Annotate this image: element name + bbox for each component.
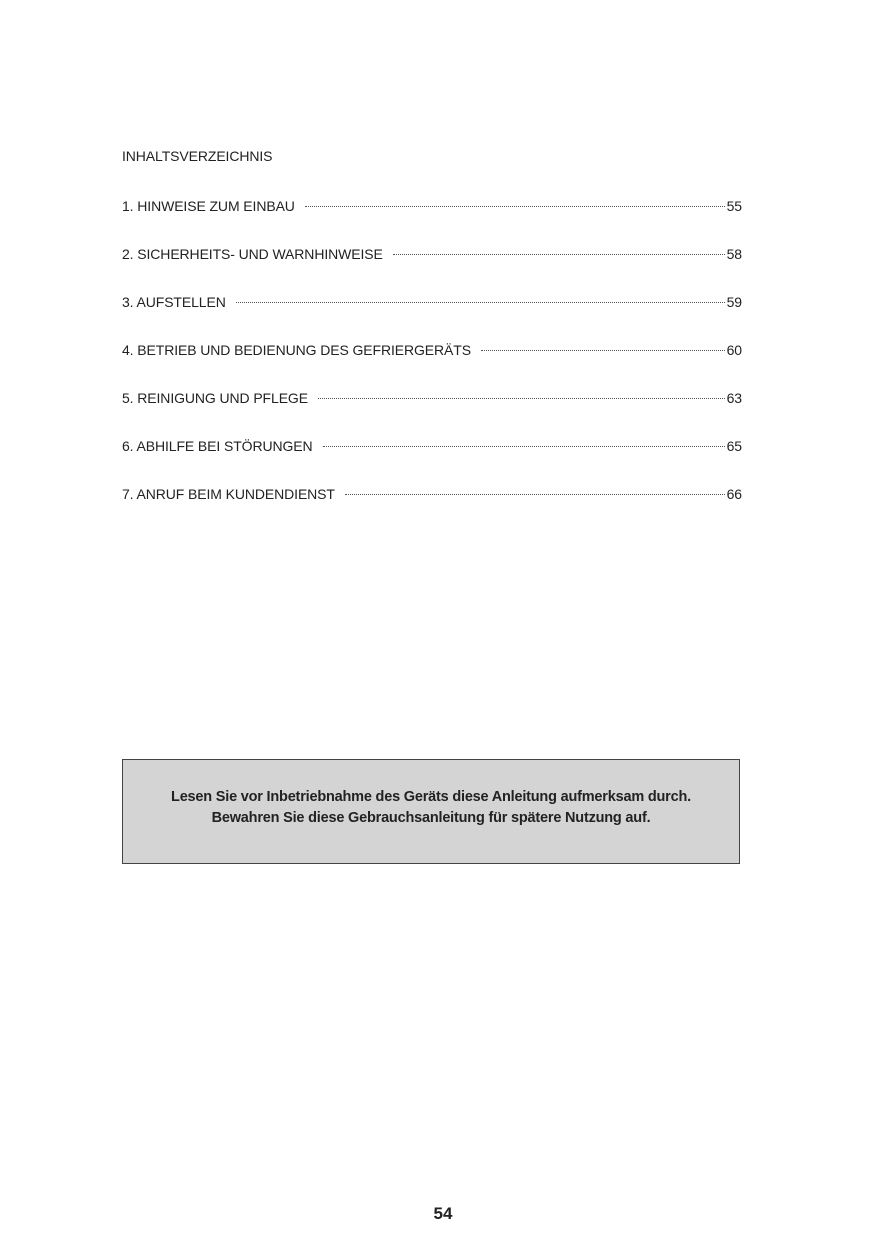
notice-line-2: Bewahren Sie diese Gebrauchsanleitung für spätere Nutzung auf. bbox=[211, 809, 651, 826]
toc-dot-leader bbox=[323, 446, 725, 447]
toc-entry-title: 5. REINIGUNG UND PFLEGE bbox=[122, 390, 308, 406]
toc-entry-hinweise-zum-einbau[interactable] bbox=[122, 196, 742, 244]
notice-line-1: Lesen Sie vor Inbetriebnahme des Geräts diese Anleitung aufmerksam durch. bbox=[171, 788, 691, 805]
toc-entry-title: 1. HINWEISE ZUM EINBAU bbox=[122, 198, 295, 214]
toc-entry-title: 6. ABHILFE BEI STÖRUNGEN bbox=[122, 438, 313, 454]
page-number: 54 bbox=[433, 1204, 453, 1223]
toc-entry-page: 65 bbox=[726, 438, 742, 454]
table-of-contents bbox=[122, 196, 742, 532]
toc-entry-page: 59 bbox=[726, 294, 742, 310]
toc-dot-leader bbox=[305, 206, 725, 207]
toc-heading: INHALTSVERZEICHNIS bbox=[122, 148, 273, 164]
toc-entry-abhilfe-bei-stoerungen[interactable] bbox=[122, 436, 742, 484]
toc-entry-title: 4. BETRIEB UND BEDIENUNG DES GEFRIERGERÄTS bbox=[122, 342, 471, 358]
toc-entry-aufstellen[interactable] bbox=[122, 292, 742, 340]
toc-entry-anruf-beim-kundendienst[interactable] bbox=[122, 484, 742, 532]
toc-entry-page: 55 bbox=[726, 198, 742, 214]
toc-dot-leader bbox=[481, 350, 725, 351]
toc-entry-betrieb-und-bedienung[interactable] bbox=[122, 340, 742, 388]
toc-dot-leader bbox=[318, 398, 725, 399]
toc-entry-reinigung-und-pflege[interactable] bbox=[122, 388, 742, 436]
toc-entry-title: 3. AUFSTELLEN bbox=[122, 294, 226, 310]
toc-entry-page: 60 bbox=[726, 342, 742, 358]
toc-dot-leader bbox=[393, 254, 725, 255]
toc-entry-page: 63 bbox=[726, 390, 742, 406]
toc-entry-title: 7. ANRUF BEIM KUNDENDIENST bbox=[122, 486, 335, 502]
toc-entry-sicherheits-und-warnhinweise[interactable] bbox=[122, 244, 742, 292]
toc-entry-title: 2. SICHERHEITS- UND WARNHINWEISE bbox=[122, 246, 383, 262]
toc-entry-page: 66 bbox=[726, 486, 742, 502]
toc-dot-leader bbox=[345, 494, 725, 495]
toc-entry-page: 58 bbox=[726, 246, 742, 262]
toc-dot-leader bbox=[236, 302, 725, 303]
notice-box bbox=[122, 759, 740, 864]
